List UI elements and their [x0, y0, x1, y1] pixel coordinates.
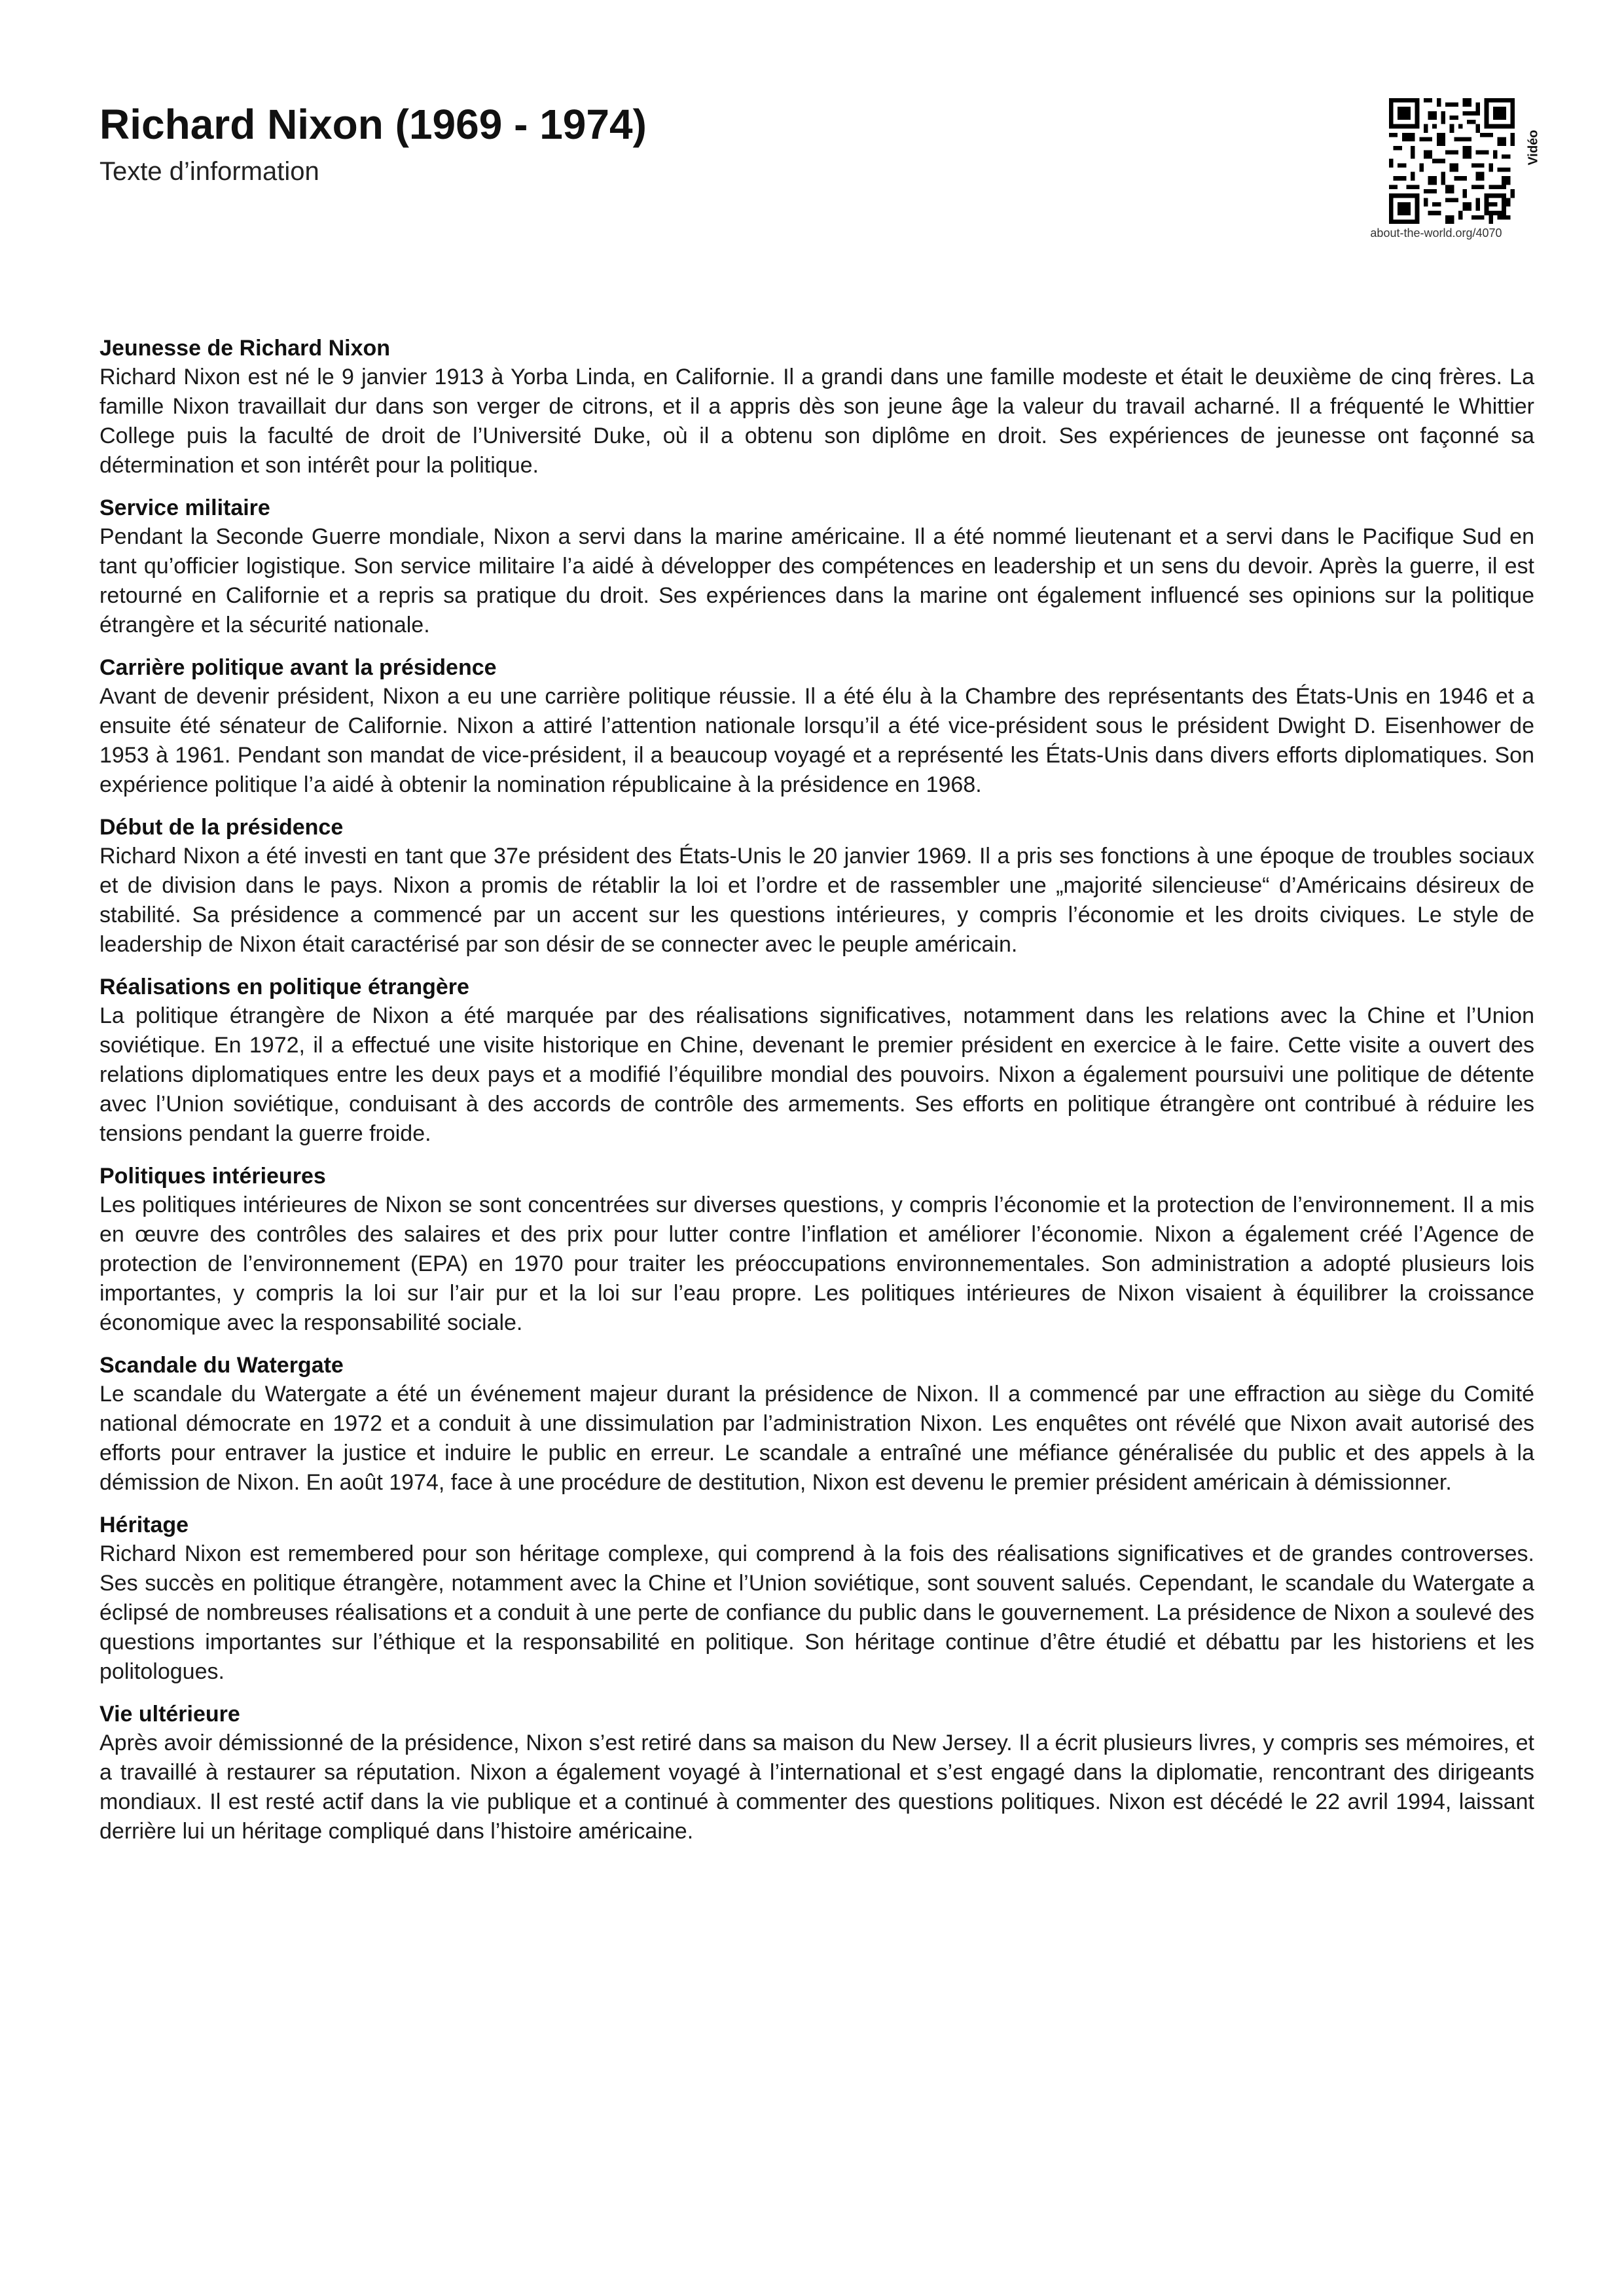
section-vie-ulterieure [99, 1700, 1534, 1846]
section-politique-etrangere [99, 973, 1534, 1149]
section-heading: Jeunesse de Richard Nixon [99, 336, 391, 361]
section-paragraph: Le scandale du Watergate a été un événement majeur durant la présidence de Nixon. Il a commencé par une effraction au siège du Comité national démocrate en 1972 et a conduit à une dissimulation par l’administration Nixon. Les enquêtes ont révélé que Nixon avait autorisé des efforts pour entraver la justice et induire le public en erreur. Le scandale a entraîné une méfiance généralisée du public et des appels à la démission de Nixon. En août 1974, face à une procédure de destitution, Nixon est devenu le premier président américain à démissionner. [99, 1382, 1534, 1495]
qr-link-text[interactable]: about-the-world.org/4070 [1370, 226, 1502, 240]
document-body [99, 334, 1534, 1846]
qr-code-icon[interactable] [1389, 98, 1515, 224]
document-header [99, 98, 1541, 249]
section-paragraph: Avant de devenir président, Nixon a eu une carrière politique réussie. Il a été élu à la Chambre des représentants des États-Unis en 1946 et a ensuite été sénateur de Californie. Nixon a attiré l’attention nationale lorsqu’il a été vice-président sous le président Dwight D. Eisenhower de 1953 à 1961. Pendant son mandat de vice-président, il a beaucoup voyagé et a représenté les États-Unis dans divers efforts diplomatiques. Son expérience politique l’a aidé à obtenir la nomination républicaine à la présidence en 1968. [99, 684, 1534, 797]
video-label-text: Vidéo [1526, 129, 1541, 166]
section-service-militaire [99, 493, 1534, 640]
section-heading: Carrière politique avant la présidence [99, 655, 497, 680]
section-paragraph: Richard Nixon est né le 9 janvier 1913 à Yorba Linda, en Californie. Il a grandi dans une famille modeste et était le deuxième de cinq frères. La famille Nixon travaillait dur dans son verger de citrons, et il a appris dès son jeune âge la valeur du travail acharné. Il a fréquenté le Whittier College puis la faculté de droit de l’Université Duke, où il a obtenu son diplôme en droit. Ses expériences de jeunesse ont façonné sa détermination et son intérêt pour la politique. [99, 365, 1534, 478]
video-label [1524, 118, 1543, 177]
section-paragraph: Richard Nixon a été investi en tant que 37e président des États-Unis le 20 janvier 1969. Il a pris ses fonctions à une époque de troubles sociaux et de division dans le pays. Nixon a promis de rétablir la loi et l’ordre et de rassembler une „majorité silencieuse“ d’Américains désireux de stabilité. Sa présidence a commencé par un accent sur les questions intérieures, y compris l’économie et les droits civiques. Le style de leadership de Nixon était caractérisé par son désir de se connecter avec le peuple américain. [99, 844, 1534, 957]
section-heading: Héritage [99, 1513, 189, 1537]
qr-code-block[interactable] [1351, 98, 1541, 249]
section-heading: Politiques intérieures [99, 1164, 326, 1189]
section-paragraph: Pendant la Seconde Guerre mondiale, Nixon a servi dans la marine américaine. Il a été nommé lieutenant et a servi dans le Pacifique Sud en tant qu’officier logistique. Son service militaire l’a aidé à développer des compétences en leadership et un sens du devoir. Après la guerre, il est retourné en Californie et a repris sa pratique du droit. Ses expériences dans la marine ont également influencé ses opinions sur la politique étrangère et la sécurité nationale. [99, 524, 1534, 637]
section-debut-presidence [99, 813, 1534, 960]
section-paragraph: Après avoir démissionné de la présidence, Nixon s’est retiré dans sa maison du New Jersey. Il a écrit plusieurs livres, y compris ses mémoires, et a travaillé à restaurer sa réputation. Nixon a également voyagé à l’international et s’est engagé dans la diplomatie, rencontrant des dirigeants mondiaux. Il est resté actif dans la vie publique et a continué à commenter des questions politiques. Nixon est décédé le 22 avril 1994, laissant derrière lui un héritage compliqué dans l’histoire américaine. [99, 1731, 1534, 1844]
section-heading: Réalisations en politique étrangère [99, 975, 469, 999]
section-heading: Début de la présidence [99, 815, 344, 840]
section-paragraph: La politique étrangère de Nixon a été marquée par des réalisations significatives, notamment dans les relations avec la Chine et l’Union soviétique. En 1972, il a effectué une visite historique en Chine, devenant le premier président en exercice à le faire. Cette visite a ouvert des relations diplomatiques entre les deux pays et a modifié l’équilibre mondial des pouvoirs. Nixon a également poursuivi une politique de détente avec l’Union soviétique, conduisant à des accords de contrôle des armements. Ses efforts en politique étrangère ont contribué à réduire les tensions pendant la guerre froide. [99, 1003, 1534, 1146]
page-title: Richard Nixon (1969 - 1974) [99, 101, 647, 148]
section-jeunesse [99, 334, 1534, 480]
section-paragraph: Les politiques intérieures de Nixon se sont concentrées sur diverses questions, y compris l’économie et la protection de l’environnement. Il a mis en œuvre des contrôles des salaires et des prix pour lutter contre l’inflation et améliorer l’économie. Nixon a également créé l’Agence de protection de l’environnement (EPA) en 1970 pour traiter les préoccupations environnementales. Son administration a adopté plusieurs lois importantes, y compris la loi sur l’air pur et la loi sur l’eau propre. Les politiques intérieures de Nixon visaient à équilibrer la croissance économique avec la responsabilité sociale. [99, 1193, 1534, 1335]
section-heading: Scandale du Watergate [99, 1353, 344, 1378]
section-heading: Service militaire [99, 495, 270, 520]
page-subtitle: Texte d’information [99, 157, 319, 186]
section-carriere-politique [99, 653, 1534, 800]
section-watergate [99, 1351, 1534, 1498]
section-heritage [99, 1511, 1534, 1687]
section-politiques-interieures [99, 1162, 1534, 1338]
document-page [99, 98, 1541, 1859]
section-heading: Vie ultérieure [99, 1702, 240, 1727]
section-paragraph: Richard Nixon est remembered pour son héritage complexe, qui comprend à la fois des réalisations significatives et de grandes controverses. Ses succès en politique étrangère, notamment avec la Chine et l’Union soviétique, sont souvent salués. Cependant, le scandale du Watergate a éclipsé de nombreuses réalisations et a conduit à une perte de confiance du public dans le gouvernement. La présidence de Nixon a soulevé des questions importantes sur l’éthique et la responsabilité en politique. Son héritage continue d’être étudié et débattu par les historiens et les politologues. [99, 1541, 1534, 1684]
